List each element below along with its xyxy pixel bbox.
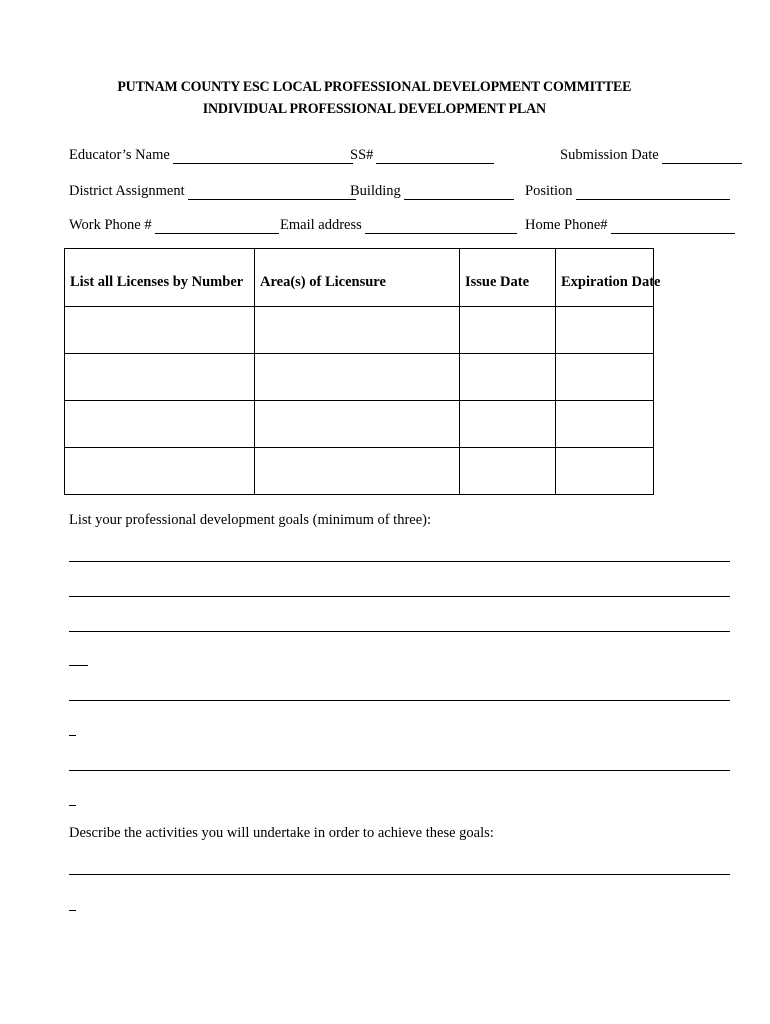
expiration-date-cell[interactable]	[556, 401, 654, 448]
position-label: Position	[525, 183, 573, 199]
table-row	[65, 448, 654, 495]
submission-date-field[interactable]	[560, 146, 742, 164]
ss-label: SS#	[350, 147, 374, 163]
home-phone-field[interactable]	[525, 216, 735, 234]
district-assignment-input-line[interactable]	[188, 185, 356, 200]
issue-date-cell[interactable]	[460, 354, 556, 401]
expiration-date-header: Expiration Date	[556, 249, 654, 307]
work-phone-label: Work Phone #	[69, 217, 152, 233]
home-phone-label: Home Phone#	[525, 217, 608, 233]
work-phone-field[interactable]	[69, 216, 279, 234]
expiration-date-cell[interactable]	[556, 354, 654, 401]
license-number-cell[interactable]	[65, 448, 255, 495]
form-subtitle: INDIVIDUAL PROFESSIONAL DEVELOPMENT PLAN	[202, 101, 546, 117]
position-input-line[interactable]	[576, 185, 730, 200]
table-row	[65, 354, 654, 401]
licensure-area-cell[interactable]	[255, 448, 460, 495]
licensure-area-cell[interactable]	[255, 354, 460, 401]
educator-name-field[interactable]	[69, 146, 353, 164]
issue-date-cell[interactable]	[460, 448, 556, 495]
table-row	[65, 307, 654, 354]
issue-date-cell[interactable]	[460, 307, 556, 354]
goal-answer-line[interactable]	[69, 770, 730, 771]
district-assignment-field[interactable]	[69, 182, 356, 200]
expiration-date-cell[interactable]	[556, 307, 654, 354]
goal-answer-line-stub[interactable]	[69, 665, 88, 666]
goal-answer-line[interactable]	[69, 596, 730, 597]
building-field[interactable]	[350, 182, 514, 200]
goal-answer-line-stub[interactable]	[69, 805, 76, 806]
table-row	[65, 401, 654, 448]
goal-answer-line-stub[interactable]	[69, 735, 76, 736]
goal-answer-line[interactable]	[69, 700, 730, 701]
goals-prompt: List your professional development goals (minimum of three):	[69, 512, 432, 528]
activity-answer-line-stub[interactable]	[69, 910, 76, 911]
issue-date-cell[interactable]	[460, 401, 556, 448]
goal-answer-line[interactable]	[69, 561, 730, 562]
ss-input-line[interactable]	[376, 149, 494, 164]
email-field[interactable]	[280, 216, 517, 234]
licensure-area-cell[interactable]	[255, 401, 460, 448]
license-table-header-row	[65, 249, 654, 307]
expiration-date-cell[interactable]	[556, 448, 654, 495]
license-number-header: List all Licenses by Number	[65, 249, 255, 307]
work-phone-input-line[interactable]	[155, 219, 279, 234]
district-assignment-label: District Assignment	[69, 183, 185, 199]
license-table	[64, 248, 661, 495]
building-input-line[interactable]	[404, 185, 514, 200]
email-input-line[interactable]	[365, 219, 517, 234]
licensure-area-header: Area(s) of Licensure	[255, 249, 460, 307]
licensure-area-cell[interactable]	[255, 307, 460, 354]
educator-name-input-line[interactable]	[173, 149, 353, 164]
license-number-cell[interactable]	[65, 307, 255, 354]
email-label: Email address	[280, 217, 362, 233]
educator-name-label: Educator’s Name	[69, 147, 170, 163]
license-number-cell[interactable]	[65, 354, 255, 401]
goal-answer-line[interactable]	[69, 631, 730, 632]
submission-date-input-line[interactable]	[662, 149, 742, 164]
submission-date-label: Submission Date	[560, 147, 659, 163]
issue-date-header: Issue Date	[460, 249, 556, 307]
home-phone-input-line[interactable]	[611, 219, 735, 234]
activities-prompt: Describe the activities you will undertake in order to achieve these goals:	[69, 825, 494, 841]
building-label: Building	[350, 183, 401, 199]
position-field[interactable]	[525, 182, 730, 200]
ss-field[interactable]	[350, 146, 494, 164]
form-title: PUTNAM COUNTY ESC LOCAL PROFESSIONAL DEVELOPMENT COMMITTEE	[117, 79, 632, 95]
activity-answer-line[interactable]	[69, 874, 730, 875]
license-number-cell[interactable]	[65, 401, 255, 448]
